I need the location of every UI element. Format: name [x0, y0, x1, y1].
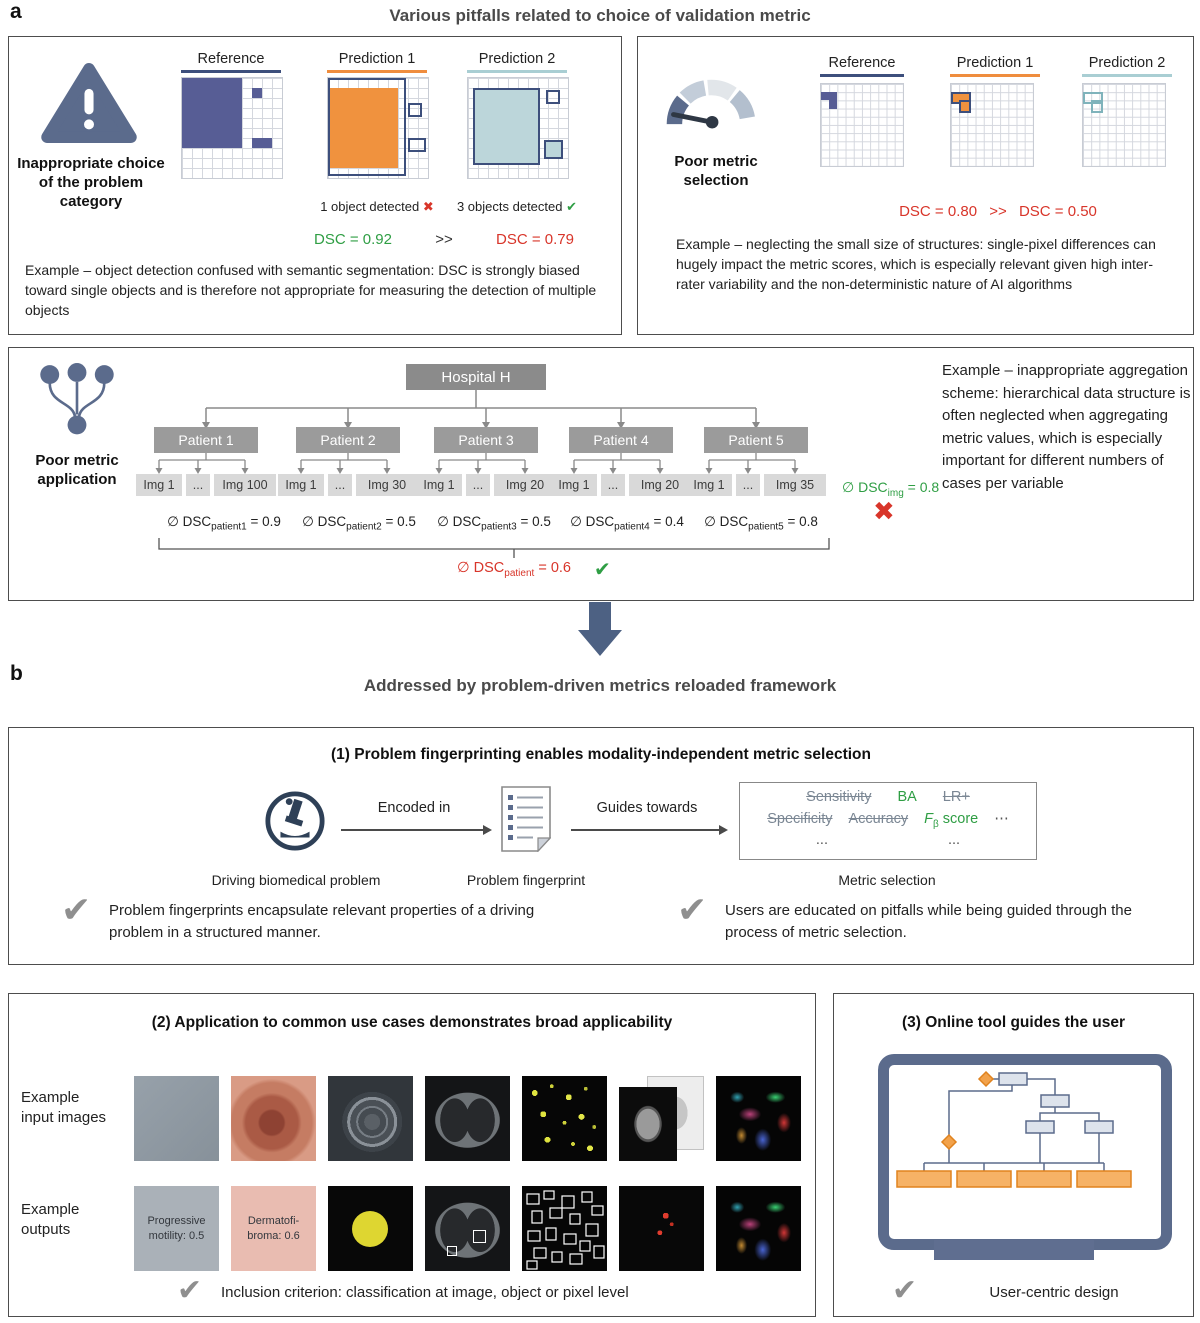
img-ellipsis: ... — [466, 474, 490, 496]
microscope-icon — [264, 790, 326, 852]
dsc-patient1 — [167, 514, 281, 533]
dsc-comparison — [823, 203, 1173, 220]
online-tool-title: (3) Online tool guides the user — [901, 1014, 1126, 1031]
sub: patient — [504, 567, 535, 579]
dsc-bad-value: DSC = 0.79 — [496, 231, 574, 248]
output-tile-neurons — [716, 1186, 801, 1271]
sub: patient2 — [346, 521, 382, 533]
input-tile-lung-ct — [425, 1076, 510, 1161]
img-group — [278, 474, 418, 496]
comparison-operator: >> — [435, 231, 453, 248]
dsc-right-value: DSC = 0.50 — [1018, 203, 1097, 220]
prefix: ∅ DSC — [570, 514, 615, 529]
patient-node: Patient 4 — [569, 427, 673, 453]
reference-label: Reference — [181, 51, 281, 73]
fbeta-sub: β — [933, 818, 939, 830]
output2-text: Dermatofi-broma: 0.6 — [247, 1215, 300, 1242]
metric-sensitivity: Sensitivity — [806, 789, 872, 805]
img-node: Img 20 — [629, 474, 691, 496]
prediction2-label: Prediction 2 — [1082, 55, 1172, 77]
patient-node: Patient 5 — [704, 427, 808, 453]
sub: patient5 — [748, 521, 784, 533]
patient-node: Patient 2 — [296, 427, 400, 453]
pitfall2-example: Example – neglecting the small size of structures: single-pixel differences can hugely impact the metric scores, which is especially relevant given high inter-rater variability and the non-deterministic nature of AI algorithms — [676, 236, 1156, 292]
decision-tree-illustration — [889, 1065, 1139, 1217]
panel-a-label: a — [10, 0, 22, 23]
img-node: Img 30 — [356, 474, 418, 496]
inclusion-criterion-text: Inclusion criterion: classification at image, object or pixel level — [221, 1284, 629, 1301]
guides-towards-label: Guides towards — [596, 800, 698, 816]
document-icon — [501, 786, 551, 852]
dsc-img-value: = 0.8 — [903, 479, 940, 495]
sub: patient4 — [614, 521, 650, 533]
output-tile-classification-2 — [231, 1186, 316, 1271]
prediction1-note-text: 1 object detected — [320, 199, 420, 214]
dsc-patient-average — [457, 560, 571, 579]
output-tile-detection-ct — [425, 1186, 510, 1271]
brain-mri-front — [619, 1087, 677, 1161]
img-node: Img 100 — [214, 474, 276, 496]
prediction2-label: Prediction 2 — [467, 51, 567, 73]
output-tile-sparse-detections — [619, 1186, 704, 1271]
prediction1-label: Prediction 1 — [950, 55, 1040, 77]
caption-problem-fingerprint: Problem fingerprint — [466, 872, 586, 888]
dsc-left-value: DSC = 0.80 — [899, 203, 978, 220]
fbeta-f: F — [924, 811, 933, 827]
value: = 0.5 — [381, 514, 416, 529]
detection-box — [447, 1246, 457, 1256]
prediction1-grid-small — [950, 83, 1034, 167]
check-icon: ✔ — [677, 889, 708, 930]
fingerprinting-box — [8, 727, 1194, 965]
check-icon: ✔ — [177, 1274, 203, 1307]
patient-node: Patient 1 — [154, 427, 258, 453]
prediction1-label: Prediction 1 — [327, 51, 427, 73]
cross-icon: ✖ — [873, 496, 895, 526]
metric-lr-plus: LR+ — [942, 789, 970, 805]
check-icon: ✔ — [594, 559, 611, 581]
arrow-line — [341, 829, 483, 831]
warning-icon — [39, 57, 139, 149]
prefix: ∅ DSC — [302, 514, 347, 529]
img-node: Img 35 — [764, 474, 826, 496]
metric-selection-box — [739, 782, 1037, 860]
monitor-illustration — [878, 1054, 1172, 1250]
reference-grid-small — [820, 83, 904, 167]
value: = 0.5 — [516, 514, 551, 529]
user-centric-caption: User-centric design — [989, 1284, 1119, 1301]
reference-grid — [181, 77, 283, 179]
img-node: Img 1 — [136, 474, 182, 496]
gauge-icon — [658, 63, 774, 137]
dsc-img-sub: img — [887, 487, 904, 499]
prediction1-grid — [327, 77, 429, 179]
input-tile-neurons — [716, 1076, 801, 1161]
pitfall-metric-application-box — [8, 347, 1194, 601]
metric-specificity: Specificity — [767, 811, 833, 827]
dsc-patient3 — [437, 514, 551, 533]
arrow-head — [719, 825, 728, 835]
pitfall1-heading: Inappropriate choice of the problem category — [17, 155, 165, 210]
pitfall-metric-selection-box — [637, 36, 1194, 335]
img-group — [551, 474, 691, 496]
input-tile-microscopy — [134, 1076, 219, 1161]
prediction2-grid-small — [1082, 83, 1166, 167]
pitfall2-heading: Poor metric selection — [674, 153, 758, 189]
fbeta-rest: score — [938, 811, 979, 827]
pitfall-problem-category-box — [8, 36, 622, 335]
img-node: Img 20 — [494, 474, 556, 496]
segmentation-mask — [352, 1211, 388, 1247]
output-tile-segmentation — [328, 1186, 413, 1271]
metric-row-1 — [740, 789, 1036, 805]
caption-metric-selection: Metric selection — [838, 872, 936, 888]
pitfall1-example: Example – object detection confused with semantic segmentation: DSC is strongly biased toward single objects and is therefore not appropriate for measuring the detection of multiple objects — [25, 262, 597, 318]
input-tile-dermoscopy — [231, 1076, 316, 1161]
metric-ellipsis-right: ⋯ — [994, 811, 1009, 827]
dsc-patient4 — [570, 514, 684, 533]
metric-ba: BA — [897, 789, 917, 805]
img-node: Img 1 — [416, 474, 462, 496]
value: = 0.4 — [649, 514, 684, 529]
check-icon: ✔ — [61, 889, 92, 930]
comparison-operator: >> — [989, 203, 1007, 220]
img-ellipsis: ... — [601, 474, 625, 496]
metric-ellipsis-2: ... — [948, 831, 961, 848]
img-ellipsis: ... — [736, 474, 760, 496]
input-tile-brain-mri — [619, 1076, 704, 1161]
img-group — [416, 474, 556, 496]
dsc-patient2 — [302, 514, 416, 533]
fingerprinting-title: (1) Problem fingerprinting enables modality-independent metric selection — [330, 746, 871, 763]
encoded-in-label: Encoded in — [377, 800, 451, 816]
metric-ellipsis-1: ... — [815, 831, 828, 848]
sub: patient3 — [481, 521, 517, 533]
pitfall3-example: Example – inappropriate aggregation scheme: hierarchical data structure is often neglected when aggregating metric values, which is especially important for different numbers of cases per variable — [942, 362, 1191, 492]
dsc-patient5 — [704, 514, 818, 533]
output-tile-classification-1 — [134, 1186, 219, 1271]
prefix: ∅ DSC — [457, 560, 505, 576]
metric-fbeta-score — [924, 811, 978, 830]
monitor-stand — [934, 1240, 1094, 1260]
arrow-line — [571, 829, 719, 831]
img-ellipsis: ... — [186, 474, 210, 496]
online-tool-box — [833, 993, 1194, 1317]
dsc-comparison — [314, 231, 574, 248]
cross-icon: ✖ — [422, 199, 434, 214]
sub: patient1 — [211, 521, 247, 533]
value: = 0.6 — [534, 560, 571, 576]
fingerprint-benefit-text: Problem fingerprints encapsulate relevant properties of a driving problem in a structured manner. — [109, 902, 535, 941]
value: = 0.9 — [246, 514, 281, 529]
guidance-benefit-text: Users are educated on pitfalls while being guided through the process of metric selection. — [725, 902, 1132, 941]
check-icon: ✔ — [566, 199, 578, 214]
img-group — [136, 474, 276, 496]
prefix: ∅ DSC — [704, 514, 749, 529]
inputs-label: Example input images — [21, 1089, 107, 1127]
img-ellipsis: ... — [328, 474, 352, 496]
value: = 0.8 — [783, 514, 818, 529]
dsc-img-prefix: ∅ DSC — [842, 479, 888, 495]
img-node: Img 1 — [551, 474, 597, 496]
use-cases-title: (2) Application to common use cases demonstrates broad applicability — [151, 1014, 673, 1031]
input-tile-fluorescence — [522, 1076, 607, 1161]
metric-row-2 — [740, 811, 1036, 830]
prediction2-grid — [467, 77, 569, 179]
arrow-head — [483, 825, 492, 835]
panel-b-title: Addressed by problem-driven metrics reloaded framework — [363, 676, 837, 695]
metric-accuracy: Accuracy — [848, 811, 909, 827]
detection-box — [473, 1230, 486, 1243]
check-icon: ✔ — [892, 1274, 918, 1307]
dsc-good-value: DSC = 0.92 — [314, 231, 392, 248]
caption-driving-problem: Driving biomedical problem — [211, 872, 381, 888]
down-arrow — [589, 602, 611, 630]
prediction2-note-text: 3 objects detected — [456, 199, 563, 214]
prefix: ∅ DSC — [437, 514, 482, 529]
reference-label: Reference — [820, 55, 904, 77]
img-node: Img 1 — [686, 474, 732, 496]
hierarchy-icon — [35, 362, 119, 448]
outputs-label: Example outputs — [21, 1201, 80, 1239]
down-arrow-head — [578, 630, 622, 656]
prediction2-note — [417, 199, 617, 215]
input-tile-embryo — [328, 1076, 413, 1161]
pitfall3-heading: Poor metric application — [35, 452, 119, 488]
prefix: ∅ DSC — [167, 514, 212, 529]
output1-text: Progressive motility: 0.5 — [147, 1215, 206, 1242]
patient-node: Patient 3 — [434, 427, 538, 453]
output-tile-many-detections — [522, 1186, 607, 1271]
hospital-node: Hospital H — [406, 364, 546, 390]
panel-b-label: b — [10, 662, 23, 685]
img-node: Img 1 — [278, 474, 324, 496]
img-group — [686, 474, 826, 496]
metric-row-3 — [740, 832, 1036, 848]
use-cases-box — [8, 993, 816, 1317]
panel-a-title: Various pitfalls related to choice of validation metric — [389, 6, 811, 25]
